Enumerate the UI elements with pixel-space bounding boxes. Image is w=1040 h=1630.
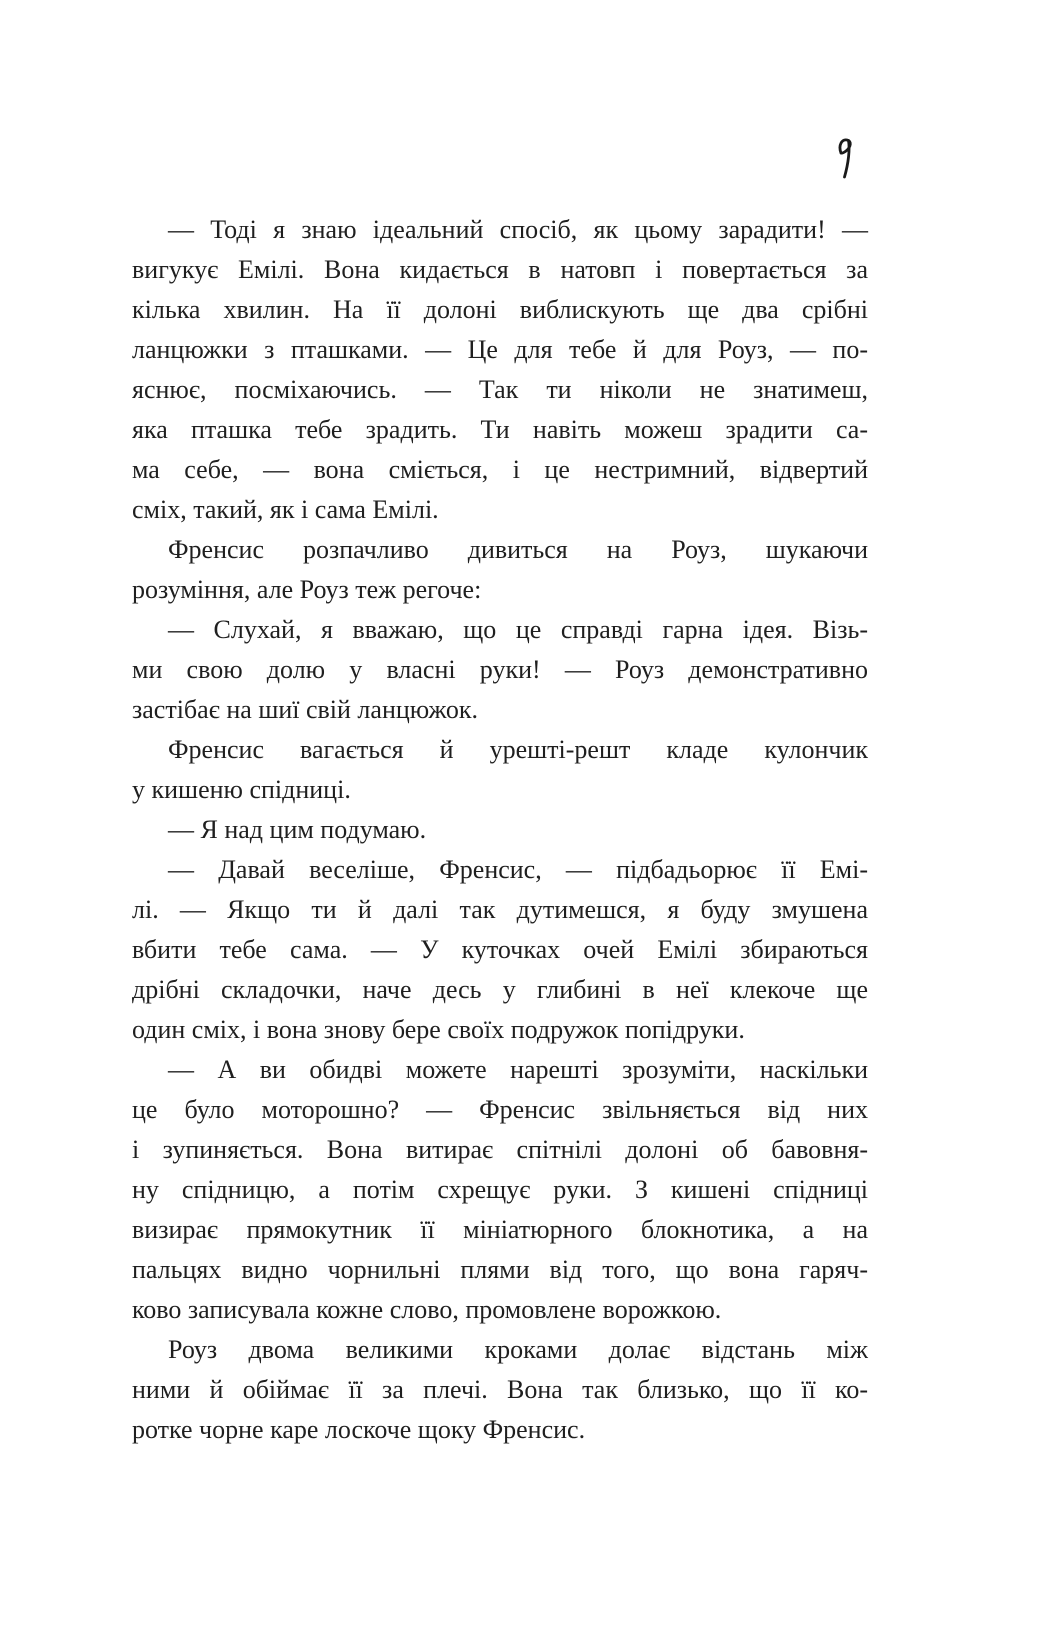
- text-line: і зупиняється. Вона витирає спітнілі долоні об бавовня-: [132, 1135, 868, 1164]
- handwritten-nine-glyph: [834, 137, 858, 181]
- paragraph: [132, 1330, 868, 1450]
- text-line: яснює, посміхаючись. — Так ти ніколи не знатимеш,: [132, 375, 868, 404]
- text-line: — Давай веселіше, Френсис, — підбадьорює її Емі-: [168, 855, 868, 884]
- text-line: дрібні складочки, наче десь у глибині в неї клекоче ще: [132, 975, 868, 1004]
- paragraph: [132, 850, 868, 1050]
- text-line: ними й обіймає її за плечі. Вона так близько, що її ко-: [132, 1375, 868, 1404]
- text-line: кілька хвилин. На її долоні виблискують ще два срібні: [132, 295, 868, 324]
- text-line: розуміння, але Роуз теж регоче:: [132, 575, 482, 604]
- text-line: — Я над цим подумаю.: [168, 815, 427, 844]
- paragraph: [132, 530, 868, 610]
- paragraph: [132, 210, 868, 530]
- text-line: пальцях видно чорнильні плями від того, що вона гаряч-: [132, 1255, 868, 1284]
- text-line: Роуз двома великими кроками долає відстань між: [168, 1335, 868, 1364]
- text-line: лі. — Якщо ти й далі так дутимешся, я буду змушена: [132, 895, 868, 924]
- text-line: ротке чорне каре лоскоче щоку Френсис.: [132, 1415, 586, 1444]
- text-line: яка пташка тебе зрадить. Ти навіть можеш зрадити са-: [132, 415, 868, 444]
- paragraph: [132, 1050, 868, 1330]
- text-line: — Слухай, я вважаю, що це справді гарна ідея. Візь-: [168, 615, 868, 644]
- text-line: ми свою долю у власні руки! — Роуз демонстративно: [132, 655, 868, 684]
- text-line: ма себе, — вона сміється, і це нестримний, відвертий: [132, 455, 868, 484]
- text-line: у кишеню спідниці.: [132, 775, 351, 804]
- text-line: один сміх, і вона знову бере своїх подружок попідруки.: [132, 1015, 745, 1044]
- page-number: [834, 137, 858, 181]
- text-line: — А ви обидві можете нарешті зрозуміти, наскільки: [168, 1055, 868, 1084]
- text-line: вигукує Емілі. Вона кидається в натовп і повертається за: [132, 255, 868, 284]
- text-line: — Тоді я знаю ідеальний спосіб, як цьому зарадити! —: [168, 215, 868, 244]
- text-line: Френсис розпачливо дивиться на Роуз, шукаючи: [168, 535, 868, 564]
- text-line: сміх, такий, як і сама Емілі.: [132, 495, 439, 524]
- paragraph: [132, 810, 868, 850]
- text-block: [132, 210, 868, 1450]
- paragraph: [132, 730, 868, 810]
- page-number-value: [834, 181, 835, 182]
- text-line: вбити тебе сама. — У куточках очей Емілі збираються: [132, 935, 868, 964]
- text-line: визирає прямокутник її мініатюрного блокнотика, а на: [132, 1215, 868, 1244]
- text-line: Френсис вагається й урешті-решт кладе кулончик: [168, 735, 868, 764]
- text-line: ланцюжки з пташками. — Це для тебе й для Роуз, — по-: [132, 335, 868, 364]
- text-line: це було моторошно? — Френсис звільняється від них: [132, 1095, 868, 1124]
- text-line: ково записувала кожне слово, промовлене ворожкою.: [132, 1295, 722, 1324]
- text-line: ну спідницю, а потім схрещує руки. З кишені спідниці: [132, 1175, 868, 1204]
- paragraph: [132, 610, 868, 730]
- text-line: застібає на шиї свій ланцюжок.: [132, 695, 478, 724]
